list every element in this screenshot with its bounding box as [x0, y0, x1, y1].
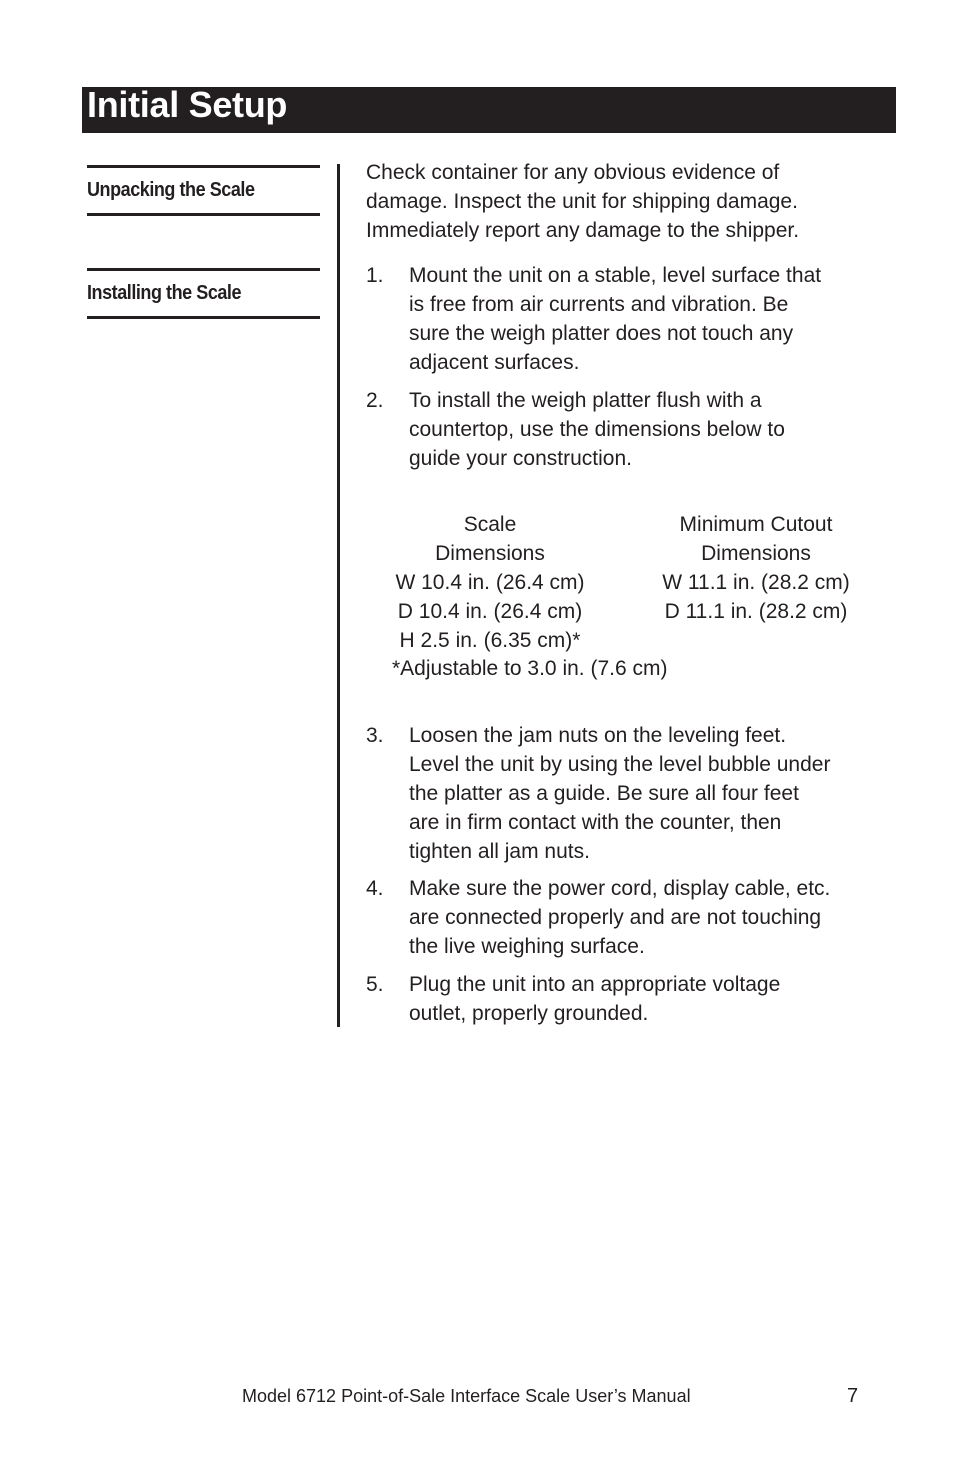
column-heading: Dimensions [701, 542, 811, 565]
paragraph-line: damage. Inspect the unit for shipping damage. [366, 190, 798, 213]
step-line: are connected properly and are not touching [409, 906, 822, 929]
step-text [409, 261, 821, 377]
step-text [409, 874, 830, 961]
column-heading: Minimum Cutout [679, 513, 833, 536]
step-line: outlet, properly grounded. [409, 1002, 649, 1025]
step-line: adjacent surfaces. [409, 351, 580, 374]
sidebar-heading-label: Unpacking the Scale [87, 179, 255, 201]
dimension-value: H 2.5 in. (6.35 cm)* [399, 629, 581, 652]
step-line: are in firm contact with the counter, then [409, 811, 782, 834]
step-number: 3. [366, 724, 384, 747]
step-line: is free from air currents and vibration. Be [409, 293, 789, 316]
step-line: sure the weigh platter does not touch any [409, 322, 794, 345]
step-line: tighten all jam nuts. [409, 840, 590, 863]
dimension-value: D 11.1 in. (28.2 cm) [664, 600, 848, 623]
column-heading: Scale [463, 513, 517, 536]
unpacking-paragraph [366, 158, 799, 245]
step-number: 5. [366, 973, 384, 996]
step-number: 4. [366, 877, 384, 900]
paragraph-line: Immediately report any damage to the shipper. [366, 219, 800, 242]
step-line: Loosen the jam nuts on the leveling feet. [409, 724, 787, 747]
column-divider [337, 164, 340, 1027]
step-line: countertop, use the dimensions below to [409, 418, 785, 441]
step-number: 2. [366, 389, 384, 412]
page-number: 7 [847, 1385, 859, 1407]
step-text [409, 721, 830, 866]
step-number: 1. [366, 264, 384, 287]
dimension-value: W 11.1 in. (28.2 cm) [662, 571, 850, 594]
paragraph-line: Check container for any obvious evidence of [366, 161, 780, 184]
sidebar-heading-unpacking [87, 165, 320, 216]
sidebar-heading-installing [87, 268, 320, 319]
step-line: the platter as a guide. Be sure all four feet [409, 782, 799, 805]
step-line: To install the weigh platter flush with a [409, 389, 762, 412]
dimensions-footnote: *Adjustable to 3.0 in. (7.6 cm) [392, 657, 668, 680]
section-title-bar [82, 84, 896, 133]
footer-manual-title: Model 6712 Point-of-Sale Interface Scale User’s Manual [242, 1386, 691, 1406]
step-text [409, 970, 780, 1028]
column-heading: Dimensions [435, 542, 545, 565]
step-line: Plug the unit into an appropriate voltage [409, 973, 781, 996]
step-text [409, 386, 785, 473]
dimension-value: W 10.4 in. (26.4 cm) [395, 571, 585, 594]
sidebar-heading-label: Installing the Scale [87, 282, 242, 304]
scale-dimensions-column [370, 510, 610, 655]
page-title: Initial Setup [87, 84, 288, 125]
dimension-value: D 10.4 in. (26.4 cm) [397, 600, 583, 623]
step-line: guide your construction. [409, 447, 632, 470]
step-line: Level the unit by using the level bubble under [409, 753, 831, 776]
step-line: Mount the unit on a stable, level surface that [409, 264, 822, 287]
cutout-dimensions-column [636, 510, 876, 626]
step-line: Make sure the power cord, display cable, etc. [409, 877, 831, 900]
step-line: the live weighing surface. [409, 935, 645, 958]
